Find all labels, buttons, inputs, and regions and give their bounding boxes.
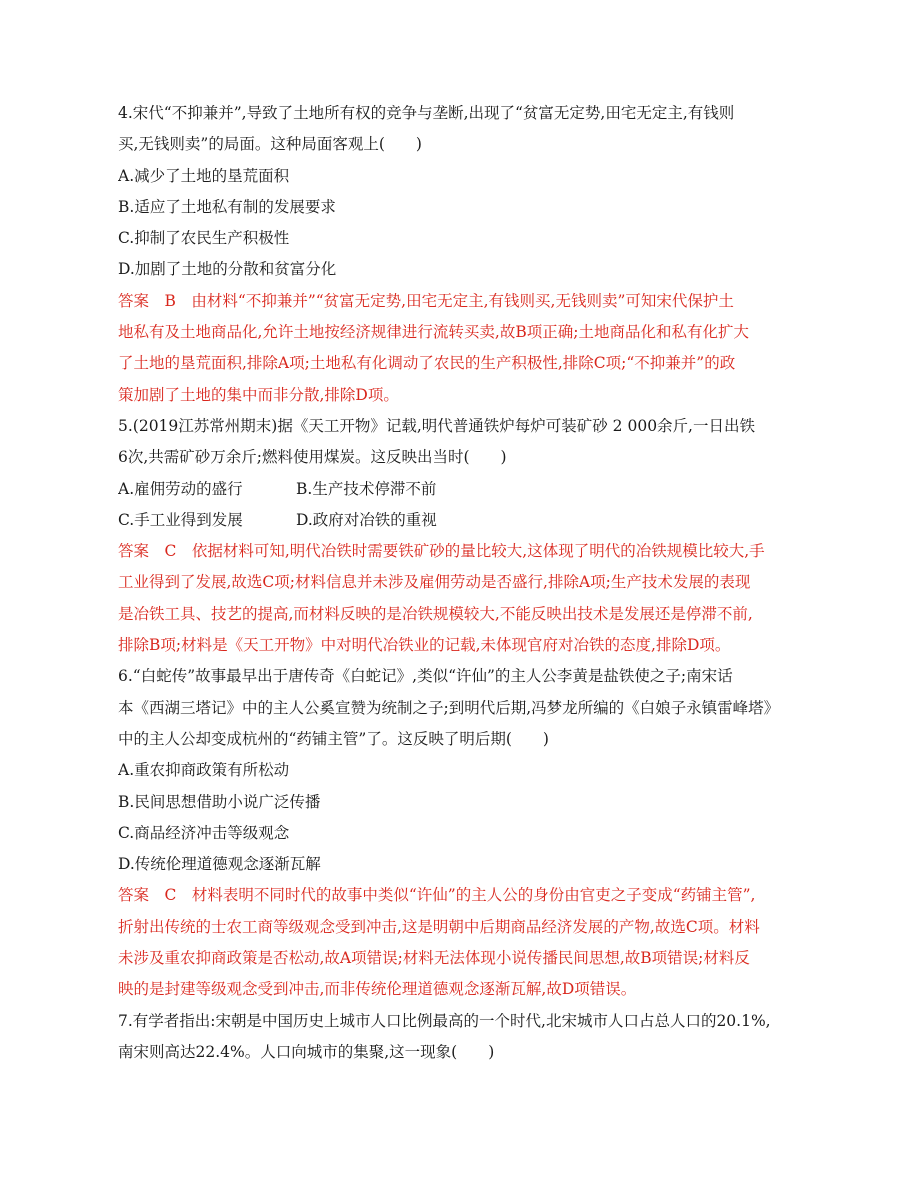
question-6 (118, 661, 798, 1005)
question-5 (118, 411, 798, 661)
question-5-option-c: C.手工业得到发展 (118, 510, 243, 529)
question-6-answer-line-2: 折射出传统的士农工商等级观念受到冲击,这是明朝中后期商品经济发展的产物,故选C项。材料 (118, 917, 760, 936)
question-6-stem-line-3: 中的主人公却变成杭州的“药铺主管”了。这反映了明后期( ) (118, 729, 549, 748)
question-4-option-c: C.抑制了农民生产积极性 (118, 229, 290, 248)
question-5-option-d: D.政府对冶铁的重视 (296, 510, 437, 529)
question-list (118, 98, 798, 1068)
question-4-answer-line-4: 策加剧了土地的集中而非分散,排除D项。 (118, 385, 399, 404)
question-5-answer-line-2: 工业得到了发展,故选C项;材料信息并未涉及雇佣劳动是否盛行,排除A项;生产技术发展的表现 (118, 573, 751, 592)
question-4-option-a: A.减少了土地的垦荒面积 (118, 166, 290, 185)
question-5-option-b: B.生产技术停滞不前 (296, 479, 437, 498)
question-4-option-d: D.加剧了土地的分散和贫富分化 (118, 260, 337, 279)
question-5-answer-line-1: 答案 C 依据材料可知,明代冶铁时需要铁矿砂的量比较大,这体现了明代的冶铁规模比较大,手 (118, 542, 765, 561)
question-5-answer-line-3: 是冶铁工具、技艺的提高,而材料反映的是冶铁规模较大,不能反映出技术是发展还是停滞不前, (118, 604, 753, 623)
question-7-stem-line-1: 7.有学者指出:宋朝是中国历史上城市人口比例最高的一个时代,北宋城市人口占总人口的20.1%, (118, 1011, 771, 1030)
question-4-option-b: B.适应了土地私有制的发展要求 (118, 197, 336, 216)
question-6-stem-line-1: 6.“白蛇传”故事最早出于唐传奇《白蛇记》,类似“许仙”的主人公李黄是盐铁使之子;南宋话 (118, 667, 733, 686)
question-5-stem-line-2: 6次,共需矿砂万余斤;燃料使用煤炭。这反映出当时( ) (118, 448, 507, 467)
question-4-stem-line-2: 买,无钱则卖”的局面。这种局面客观上( ) (118, 135, 422, 154)
question-4-answer-line-1: 答案 B 由材料“不抑兼并”“贫富无定势,田宅无定主,有钱则买,无钱则卖”可知宋代保护土 (118, 291, 734, 310)
question-6-answer-line-4: 映的是封建等级观念受到冲击,而非传统伦理道德观念逐渐瓦解,故D项错误。 (118, 980, 637, 999)
question-6-answer-line-3: 未涉及重农抑商政策是否松动,故A项错误;材料无法体现小说传播民间思想,故B项错误;材料反 (118, 949, 750, 968)
question-4-answer-line-3: 了土地的垦荒面积,排除A项;土地私有化调动了农民的生产积极性,排除C项;“不抑兼并”的政 (118, 354, 736, 373)
question-6-option-b: B.民间思想借助小说广泛传播 (118, 792, 321, 811)
question-6-answer-line-1: 答案 C 材料表明不同时代的故事中类似“许仙”的主人公的身份由官吏之子变成“药铺主管”, (118, 886, 756, 905)
question-7 (118, 1006, 798, 1069)
question-6-option-a: A.重农抑商政策有所松动 (118, 761, 290, 780)
question-5-options-row-2 (118, 505, 798, 536)
question-5-answer-line-4: 排除B项;材料是《天工开物》中对明代冶铁业的记载,未体现官府对冶铁的态度,排除D项。 (118, 636, 731, 655)
question-7-stem-line-2: 南宋则高达22.4%。人口向城市的集聚,这一现象( ) (118, 1042, 495, 1061)
question-4 (118, 98, 798, 411)
question-5-option-a: A.雇佣劳动的盛行 (118, 479, 243, 498)
question-4-answer-line-2: 地私有及土地商品化,允许土地按经济规律进行流转买卖,故B项正确;土地商品化和私有化扩大 (118, 323, 749, 342)
question-6-stem-line-2: 本《西湖三塔记》中的主人公奚宣赞为统制之子;到明代后期,冯梦龙所编的《白娘子永镇雷峰塔》 (118, 698, 780, 717)
question-5-stem-line-1: 5.(2019江苏常州期末)据《天工开物》记载,明代普通铁炉每炉可装矿砂 2 000余斤,一日出铁 (118, 416, 755, 435)
question-6-option-d: D.传统伦理道德观念逐渐瓦解 (118, 855, 321, 874)
question-6-option-c: C.商品经济冲击等级观念 (118, 823, 290, 842)
question-5-options-row-1 (118, 474, 798, 505)
question-4-stem-line-1: 4.宋代“不抑兼并”,导致了土地所有权的竞争与垄断,出现了“贫富无定势,田宅无定主,有钱则 (118, 104, 735, 122)
